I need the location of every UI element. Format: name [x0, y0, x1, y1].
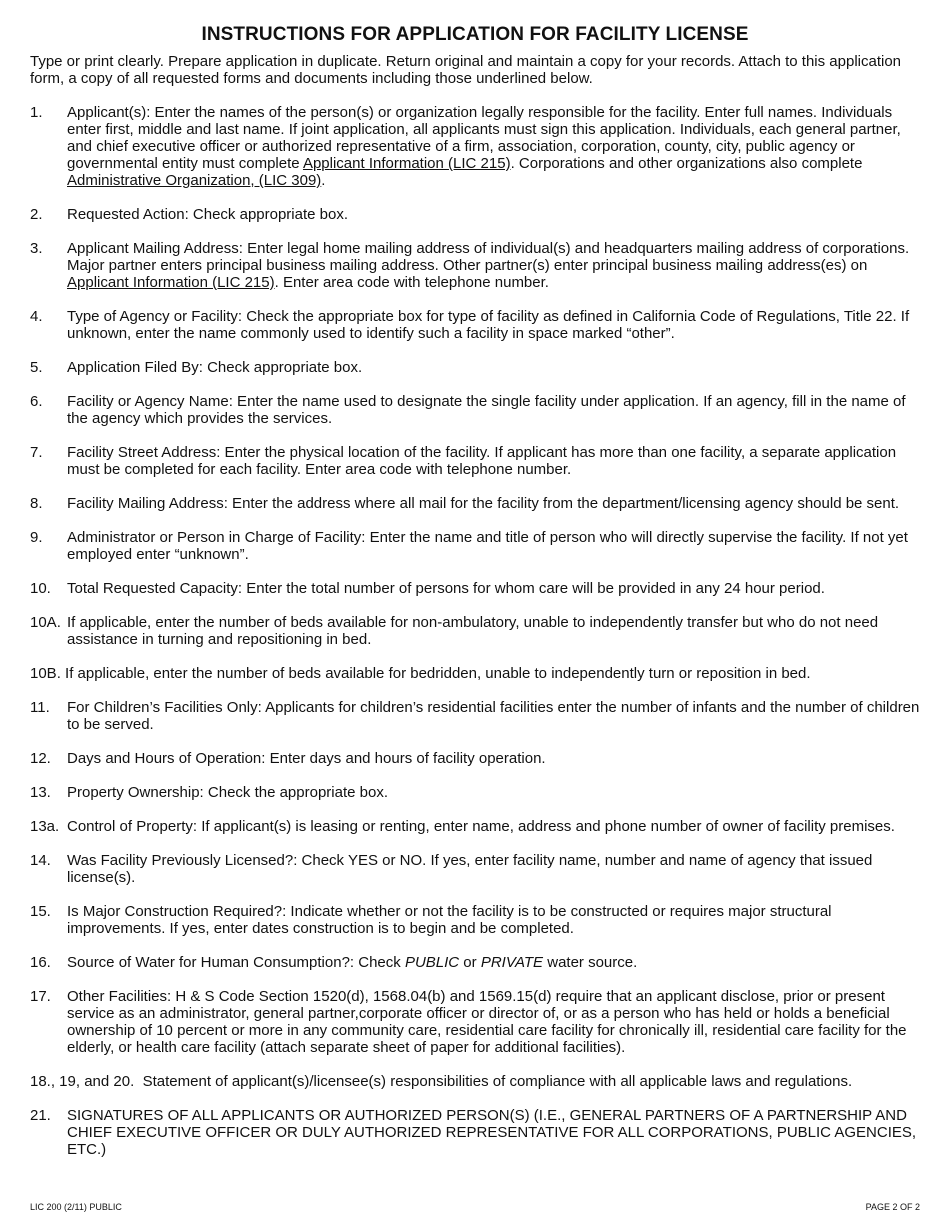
item-text: Requested Action: Check appropriate box. [67, 206, 349, 223]
instruction-item-15 [30, 903, 925, 937]
item-number: 10B. [30, 665, 61, 682]
item-text: . Corporations and other organizations also complete [510, 155, 863, 172]
form-number-footer: LIC 200 (2/11) PUBLIC [30, 1202, 122, 1212]
item-text: Source of Water for Human Consumption?: Check [67, 954, 405, 971]
item-text: Was Facility Previously Licensed?: Check YES or NO. If yes, enter facility name, number and name of agency that issued license(s). [67, 852, 873, 886]
item-number: 8. [30, 495, 43, 512]
public-water-option: PUBLIC [404, 954, 460, 971]
item-number: 17. [30, 988, 51, 1005]
item-text: Facility Mailing Address: Enter the address where all mail for the facility from the department/licensing agency should be sent. [67, 495, 900, 512]
item-text: Type of Agency or Facility: Check the appropriate box for type of facility as defined in California Code of Regulations, Title 22. If unknown, enter the name commonly used to identify such a facility in space marked “other”. [67, 308, 910, 342]
item-number: 11. [30, 699, 50, 716]
item-number: 12. [30, 750, 51, 767]
item-number: 13. [30, 784, 51, 801]
instruction-item-10a [30, 614, 925, 648]
item-number: 2. [30, 206, 43, 223]
item-text: . [321, 172, 326, 189]
item-text: For Children’s Facilities Only: Applicants for children’s residential facilities enter the number of infants and the number of children to be served. [67, 699, 920, 733]
item-text: Facility Street Address: Enter the physical location of the facility. If applicant has more than one facility, a separate application must be completed for each facility. Enter area code with telephone number. [67, 444, 897, 478]
page-number-footer: PAGE 2 OF 2 [865, 1202, 920, 1212]
item-text: Days and Hours of Operation: Enter days and hours of facility operation. [67, 750, 546, 767]
item-text: Applicant Mailing Address: Enter legal home mailing address of individual(s) and headquarters mailing address of corporations. Major partner enters principal business mailing address. Other partner(s) enter principal business mailing address(es) on [67, 240, 910, 274]
item-text: Applicant(s): Enter the names of the person(s) or organization legally responsible for the facility. Enter full names. Individuals enter first, middle and last name. If joint application, all applicants must sign this application. Individuals, each general partner, and chief executive officer or authorized representative of a firm, association, corporation, county, city, public agency or governmental entity must complete [67, 104, 901, 172]
instruction-item-7 [30, 444, 925, 478]
instruction-item-1 [30, 104, 925, 189]
item-number: 5. [30, 359, 43, 376]
item-number: 3. [30, 240, 43, 257]
lic-215-link: Applicant Information (LIC 215) [67, 274, 275, 291]
item-text: water source. [543, 954, 638, 971]
instruction-list [30, 104, 925, 1175]
item-text: Control of Property: If applicant(s) is leasing or renting, enter name, address and phone number of owner of facility premises. [67, 818, 895, 835]
item-text: Administrator or Person in Charge of Facility: Enter the name and title of person who will directly supervise the facility. If not yet employed enter “unknown”. [67, 529, 908, 563]
item-text: . Enter area code with telephone number. [274, 274, 549, 291]
item-text: If applicable, enter the number of beds available for non-ambulatory, unable to independently transfer but who do not need assistance in turning and repositioning in bed. [67, 614, 879, 648]
item-text: or [459, 954, 481, 971]
instruction-item-17 [30, 988, 925, 1056]
instruction-item-11 [30, 699, 925, 733]
intro-paragraph: Type or print clearly. Prepare application in duplicate. Return original and maintain a copy for your records. Attach to this application form, a copy of all requested forms and documents including those underlined below. [30, 53, 902, 87]
private-water-option: PRIVATE [480, 954, 544, 971]
item-text: If applicable, enter the number of beds available for bedridden, unable to independently turn or reposition in bed. [65, 665, 811, 682]
item-number: 1. [30, 104, 43, 121]
item-number: 7. [30, 444, 43, 461]
item-number: 6. [30, 393, 43, 410]
instruction-item-12 [30, 750, 925, 767]
item-text: Property Ownership: Check the appropriate box. [67, 784, 388, 801]
instruction-item-10 [30, 580, 925, 597]
item-text: SIGNATURES OF ALL APPLICANTS OR AUTHORIZED PERSON(S) (I.E., GENERAL PARTNERS OF A PARTNERSHIP AND CHIEF EXECUTIVE OFFICER OR DULY AUTHORIZED REPRESENTATIVE FOR ALL CORPORATIONS, PUBLIC AGENCIES, ETC.) [67, 1107, 917, 1158]
instruction-item-13a [30, 818, 925, 835]
instruction-item-18-20 [30, 1073, 925, 1090]
item-number: 4. [30, 308, 43, 325]
item-number: 21. [30, 1107, 51, 1124]
item-text: Application Filed By: Check appropriate box. [67, 359, 363, 376]
item-text: Is Major Construction Required?: Indicate whether or not the facility is to be constructed or requires major structural improvements. If yes, enter dates construction is to begin and be completed. [67, 903, 832, 937]
instruction-item-5 [30, 359, 925, 376]
lic-309-link: Administrative Organization, (LIC 309) [67, 172, 322, 189]
item-number: 15. [30, 903, 51, 920]
page-title: INSTRUCTIONS FOR APPLICATION FOR FACILITY LICENSE [201, 24, 749, 45]
item-number: 10. [30, 580, 51, 597]
item-text: Facility or Agency Name: Enter the name used to designate the single facility under application. If an agency, fill in the name of the agency which provides the services. [67, 393, 906, 427]
item-number: 10A. [30, 614, 61, 631]
item-text: Statement of applicant(s)/licensee(s) responsibilities of compliance with all applicable laws and regulations. [142, 1073, 853, 1090]
instruction-item-4 [30, 308, 925, 342]
instruction-item-14 [30, 852, 925, 886]
instruction-item-6 [30, 393, 925, 427]
item-text: Total Requested Capacity: Enter the total number of persons for whom care will be provided in any 24 hour period. [67, 580, 825, 597]
item-number: 14. [30, 852, 51, 869]
instruction-item-13 [30, 784, 925, 801]
item-number: 18., 19, and 20. [30, 1073, 135, 1090]
item-number: 16. [30, 954, 51, 971]
instruction-item-21 [30, 1107, 925, 1158]
item-number: 13a. [30, 818, 60, 835]
instruction-item-16 [30, 954, 925, 971]
instruction-item-3 [30, 240, 925, 291]
instruction-item-10b [30, 665, 925, 682]
instruction-item-8 [30, 495, 925, 512]
instruction-item-2 [30, 206, 925, 223]
item-text: Other Facilities: H & S Code Section 1520(d), 1568.04(b) and 1569.15(d) require that an applicant disclose, prior or present service as an administrator, general partner,corporate officer or director of, or as a person who has held or holds a beneficial ownership of 10 percent or more in any community care, residential care facility for chronically ill, residential care facility for the elderly, or health care facility (attach separate sheet of paper for additional facilities). [67, 988, 907, 1056]
instruction-item-9 [30, 529, 925, 563]
item-number: 9. [30, 529, 43, 546]
lic-215-link: Applicant Information (LIC 215) [302, 155, 511, 172]
